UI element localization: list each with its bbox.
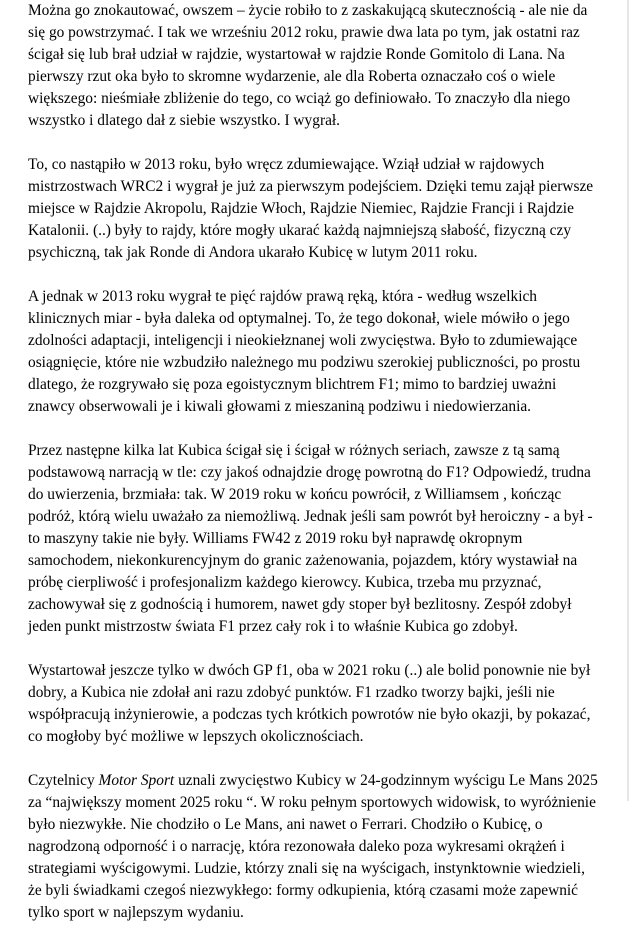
- paragraph-3: A jednak w 2013 roku wygrał te pięć rajdów prawą ręką, która - według wszelkich klinicznych miar - była daleka od optymalnej. To, że tego dokonał, wiele mówiło o jego zdolności adaptacji, inteligencji i nieokiełznanej woli zwycięstwa. Było to zdumiewające osiągnięcie, które nie wzbudziło należnego mu podziwu szerokiej publiczności, po prostu dlatego, że rozgrywało się poza egoistycznym blichtrem F1; mimo to bardziej uważni znawcy obserwowali je i kiwali głowami z mieszaniną podziwu i niedowierzania.: [28, 288, 581, 415]
- magazine-name: Motor Sport: [98, 772, 175, 789]
- paragraph-4: Przez następne kilka lat Kubica ścigał się i ścigał w różnych seriach, zawsze z tą samą podstawową narracją w tle: czy jakoś odnajdzie drogę powrotną do F1? Odpowiedź, trudna do uwierzenia, brzmiała: tak. W 2019 roku w końcu powrócił, z Williamsem , kończąc podróż, którą wielu uważało za niemożliwą. Jednak jeśli sam powrót był heroiczny - a był - to maszyny takie nie były. Williams FW42 z 2019 roku był naprawdę okropnym samochodem, niekonkurencyjnym do granic zażenowania, pojazdem, który wystawiał na próbę cierpliwość i profesjonalizm każdego kierowcy. Kubica, trzeba mu przyznać, zachowywał się z godnością i humorem, nawet gdy stoper był bezlitosny. Zespół zdobył jeden punkt mistrzostw świata F1 przez cały rok i to właśnie Kubica go zdobył.: [28, 442, 593, 635]
- paragraph-6-rest: uznali zwycięstwo Kubicy w 24-godzinnym wyścigu Le Mans 2025 za “największy moment 2025 roku “. W roku pełnym sportowych widowisk, to wyróżnienie było niezwykłe. Nie chodziło o Le Mans, ani nawet o Ferrari. Chodziło o Kubicę, o nagrodzoną odporność i o narrację, która rezonowała daleko poza wykresami okrążeń i strategiami wyścigowymi. Ludzie, którzy znali się na wyścigach, instynktownie wiedzieli, że byli świadkami czegoś niezwykłego: formy odkupienia, którą czasami może zapewnić tylko sport w najlepszym wydaniu.: [28, 772, 598, 921]
- paragraph-5: Wystartował jeszcze tylko w dwóch GP f1, oba w 2021 roku (..) ale bolid ponownie nie był dobry, a Kubica nie zdołał ani razu zdobyć punktów. F1 rzadko tworzy bajki, jeśli nie współpracują inżynierowie, a podczas tych krótkich powrotów nie było okazji, by pokazać, co mogłoby być możliwe w lepszych okolicznościach.: [28, 662, 591, 745]
- paragraph-6-lead: Czytelnicy: [28, 772, 99, 789]
- paragraph-1: Można go znokautować, owszem – życie robiło to z zaskakującą skutecznością - ale nie da się go powstrzymać. I tak we wrześniu 2012 roku, prawie dwa lata po tym, jak ostatni raz ścigał się lub brał udział w rajdzie, wystartował w rajdzie Ronde Gomitolo di Lana. Na pierwszy rzut oka było to skromne wydarzenie, ale dla Roberta oznaczało coś o wiele większego: nieśmiałe zbliżenie do tego, co wciąż go definiowało. To znaczyło dla niego wszystko i dlatego dał z siebie wszystko. I wygrał.: [28, 2, 588, 129]
- article-text-column: [28, 0, 600, 946]
- paragraph-2: To, co nastąpiło w 2013 roku, było wręcz zdumiewające. Wziął udział w rajdowych mistrzostwach WRC2 i wygrał je już za pierwszym podejściem. Dzięki temu zajął pierwsze miejsce w Rajdzie Akropolu, Rajdzie Włoch, Rajdzie Niemiec, Rajdzie Francji i Rajdzie Katalonii. (..) były to rajdy, które mogły ukarać każdą najmniejszą słabość, fizyczną czy psychiczną, tak jak Ronde di Andora ukarało Kubicę w lutym 2011 roku.: [28, 156, 594, 261]
- paragraph-6: [28, 770, 600, 924]
- page-edge-divider: [627, 0, 629, 801]
